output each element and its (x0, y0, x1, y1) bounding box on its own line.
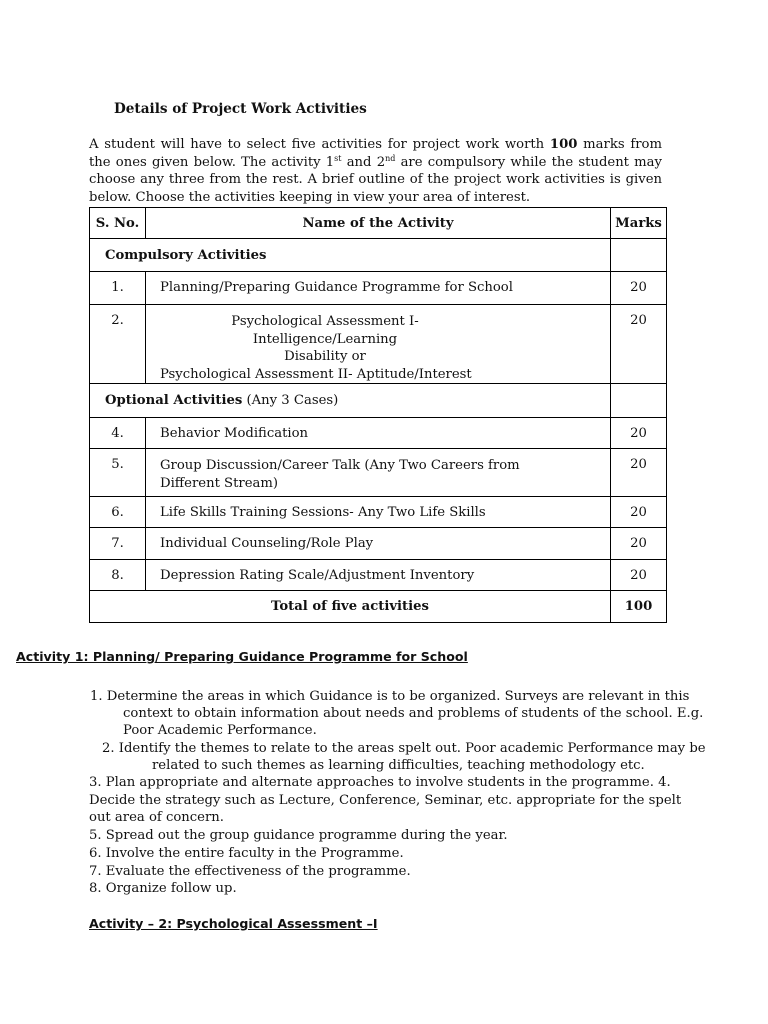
step-line: Poor Academic Performance. (123, 723, 317, 738)
row-marks: 20 (611, 497, 667, 528)
row-sno: 1. (90, 272, 146, 305)
optional-note: (Any 3 Cases) (242, 393, 339, 408)
activity1-title: Activity 1: Planning/ Preparing Guidance Programme for School (16, 649, 468, 664)
optional-label: Optional Activities (105, 393, 243, 408)
row-sno: 2. (90, 305, 146, 384)
empty-cell (611, 239, 667, 272)
intro-paragraph (89, 136, 662, 206)
row2-line1: Psychological Assessment I-Intelligence/Learning (231, 314, 419, 347)
row-sno: 7. (90, 528, 146, 560)
step-line: 8. Organize follow up. (89, 881, 237, 896)
table-row (90, 418, 667, 449)
row-activity-name: Individual Counseling/Role Play (146, 528, 611, 560)
optional-section-row (90, 384, 667, 418)
table-row (90, 528, 667, 560)
compulsory-section-row (90, 239, 667, 272)
compulsory-label: Compulsory Activities (90, 239, 611, 272)
header-sno: S. No. (90, 208, 146, 239)
intro-text-3: and 2 (341, 154, 386, 170)
row2-line2: Disability or (284, 349, 366, 364)
table-row (90, 305, 667, 384)
row-activity-name (146, 305, 611, 384)
step-line: 1. Determine the areas in which Guidance is to be organized. Surveys are relevant in this (90, 689, 690, 704)
header-marks: Marks (611, 208, 667, 239)
step-line: related to such themes as learning difficulties, teaching methodology etc. (152, 758, 645, 773)
total-label: Total of five activities (90, 591, 611, 623)
row-marks: 20 (611, 305, 667, 384)
step-line: 3. Plan appropriate and alternate approaches to involve students in the programme. 4. (89, 775, 671, 790)
intro-text-1: A student will have to select five activities for project work worth (89, 137, 550, 152)
intro-sup-2: nd (385, 153, 396, 163)
optional-label-cell (90, 384, 611, 418)
row-sno: 8. (90, 560, 146, 591)
row-marks: 20 (611, 449, 667, 497)
header-name: Name of the Activity (146, 208, 611, 239)
step-line: context to obtain information about needs and problems of students of the school. E.g. (123, 706, 704, 721)
step-line: 7. Evaluate the effectiveness of the programme. (89, 864, 411, 879)
intro-text-4: are compulsory while the student may choose any three from the rest. A brief outline of the project work activities is given below. Choose the activities keeping in view your area of interest. (89, 154, 662, 205)
table-row (90, 560, 667, 591)
step-line: 2. Identify the themes to relate to the areas spelt out. Poor academic Performance may be (102, 741, 706, 756)
row-activity-name (146, 449, 611, 497)
activity2-title: Activity – 2: Psychological Assessment –I (89, 916, 378, 931)
row2-line3: Psychological Assessment II- Aptitude/Interest (160, 366, 472, 382)
total-row (90, 591, 667, 623)
row-activity-name: Depression Rating Scale/Adjustment Inventory (146, 560, 611, 591)
intro-marks-bold: 100 (549, 137, 578, 152)
activities-table (89, 207, 667, 623)
row-activity-name: Life Skills Training Sessions- Any Two Life Skills (146, 497, 611, 528)
intro-sup-1: st (334, 153, 342, 163)
row5-line2: Different Stream) (160, 475, 279, 491)
table-row (90, 497, 667, 528)
table-header-row (90, 208, 667, 239)
section-heading: Details of Project Work Activities (114, 101, 367, 117)
row-marks: 20 (611, 560, 667, 591)
intro-text-2: marks from the ones given below. The activity 1 (89, 137, 662, 170)
row-activity-name: Behavior Modification (146, 418, 611, 449)
row-marks: 20 (611, 528, 667, 560)
step-line: out area of concern. (89, 810, 224, 825)
step-line: 5. Spread out the group guidance programme during the year. (89, 828, 508, 843)
step-line: 6. Involve the entire faculty in the Programme. (89, 846, 404, 861)
row-marks: 20 (611, 418, 667, 449)
row-activity-name: Planning/Preparing Guidance Programme for School (146, 272, 611, 305)
row-sno: 4. (90, 418, 146, 449)
total-marks: 100 (611, 591, 667, 623)
row-sno: 5. (90, 449, 146, 497)
step-line: Decide the strategy such as Lecture, Conference, Seminar, etc. appropriate for the spelt (89, 793, 682, 808)
table-row (90, 449, 667, 497)
row5-line1: Group Discussion/Career Talk (Any Two Careers from (160, 458, 520, 473)
empty-cell (611, 384, 667, 418)
table-row (90, 272, 667, 305)
row-marks: 20 (611, 272, 667, 305)
row-sno: 6. (90, 497, 146, 528)
